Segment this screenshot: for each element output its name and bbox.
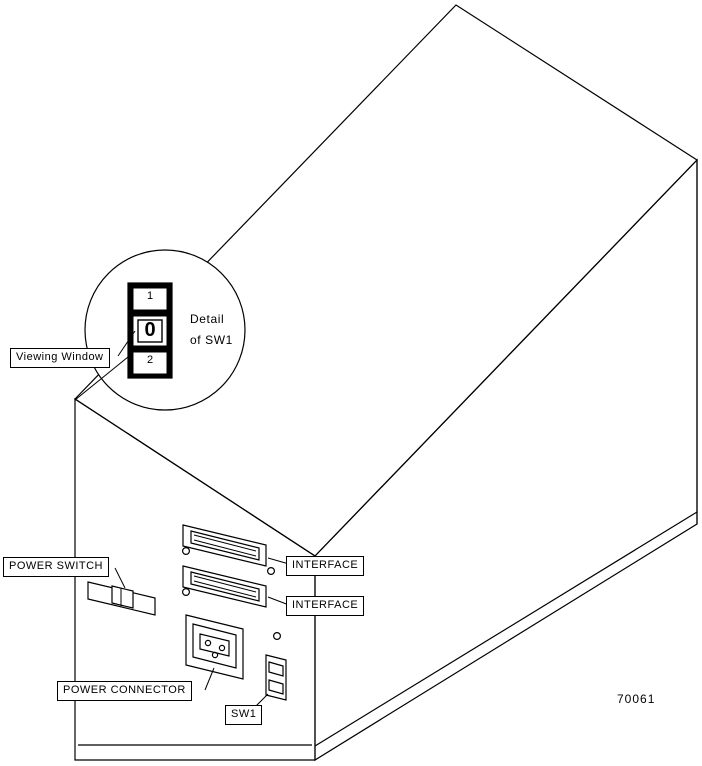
interface-connector-upper — [183, 525, 275, 574]
callout-interface-lower: INTERFACE — [286, 596, 364, 616]
callout-viewing-window: Viewing Window — [10, 348, 110, 368]
sw1-switch — [266, 655, 286, 700]
switch-position-1-label: 1 — [146, 290, 154, 302]
chassis-right-face — [315, 160, 697, 760]
chassis-bottom-trim — [315, 512, 697, 746]
figure-number: 70061 — [617, 692, 656, 706]
callout-power-switch: POWER SWITCH — [3, 557, 109, 577]
detail-label-line1: Detail — [190, 312, 225, 326]
callout-power-connector: POWER CONNECTOR — [57, 681, 192, 701]
callout-interface-upper: INTERFACE — [286, 556, 364, 576]
switch-window-value: 0 — [144, 319, 156, 341]
power-switch — [88, 582, 155, 615]
switch-position-2-label: 2 — [146, 354, 154, 366]
leader-power-switch — [115, 568, 125, 588]
power-connector — [186, 615, 243, 679]
callout-sw1: SW1 — [225, 705, 262, 725]
detail-label-line2: of SW1 — [190, 333, 233, 347]
